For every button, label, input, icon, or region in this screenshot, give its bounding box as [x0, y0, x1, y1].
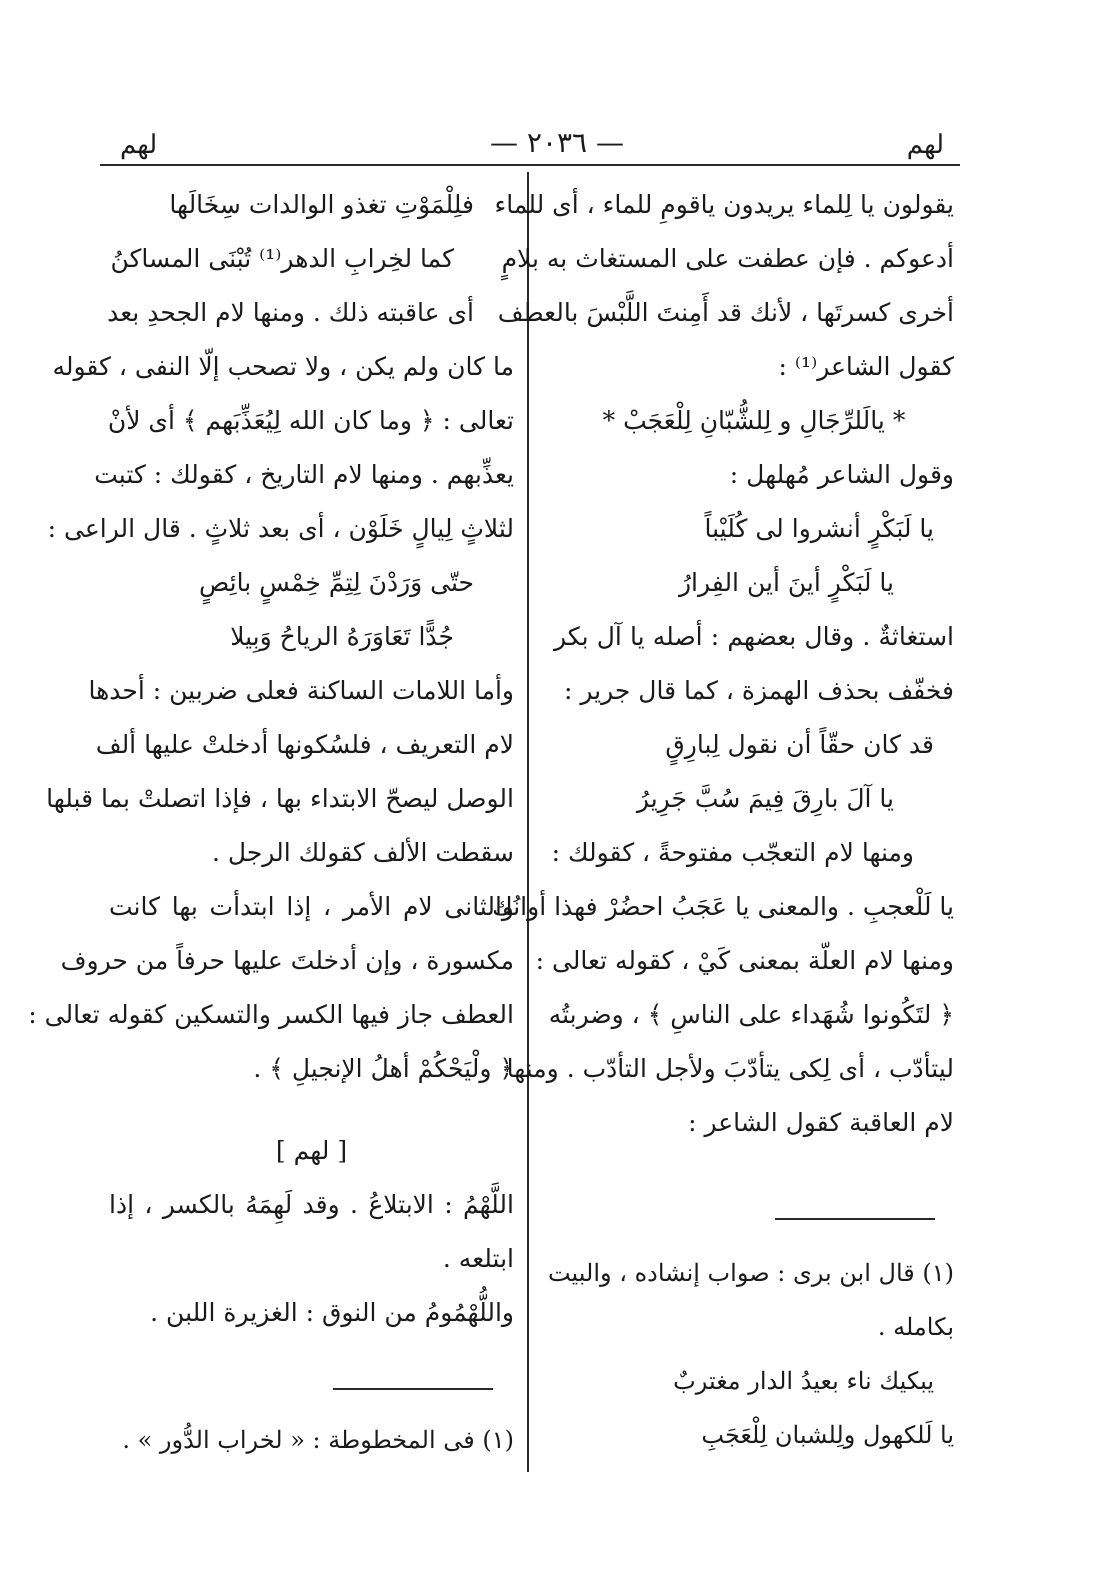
text-line: الوصل ليصحّ الابتداء بها ، فإذا اتصلتْ بما قبلها: [46, 784, 514, 813]
text-line: وأما اللامات الساكنة فعلى ضربين : أحدها: [88, 676, 514, 705]
entry-heading: [ لهم ]: [275, 1136, 348, 1165]
verse-line: حتّى وَرَدْنَ لِتِمِّ خِمْسٍ بائِصٍ: [199, 568, 474, 597]
footnote-rule-right: [775, 1218, 935, 1220]
text-line: وقول الشاعر مُهلهل :: [729, 460, 954, 489]
running-head-right: لهم: [906, 130, 944, 160]
footnote-left: [109, 1413, 514, 1467]
right-column: [476, 178, 954, 1150]
text-line: تعالى : ﴿ وما كان الله لِيُعَذِّبَهم ﴾ أى لأنْ: [107, 406, 514, 435]
text-line: استغاثةٌ . وقال بعضهم : أصله يا آل بكر: [554, 622, 954, 651]
verse-line: يا لَبَكْرٍ أنشروا لى كُلَيْباً: [704, 514, 934, 543]
text-line: فخفّف بحذف الهمزة ، كما قال جرير :: [563, 676, 954, 705]
text-line: ما كان ولم يكن ، ولا تصحب إلّا النفى ، كقوله: [52, 352, 514, 381]
text-line: أدعوكم . فإن عطفت على المستغاث به بلامٍ: [501, 244, 954, 273]
verse-line: يا لَبَكْرٍ أينَ أين الفِرارُ: [678, 568, 894, 597]
left-column: [28, 178, 514, 1340]
text-line: ﴿ ولْيَحْكُمْ أهلُ الإنجيلِ ﴾ .: [253, 1054, 514, 1083]
verse-line: قد كان حقّاً أن نقول لِبارِقٍ: [665, 730, 934, 759]
verse-line: كما لخِرابِ الدهر⁽¹⁾ تُبْنَى المساكنُ: [110, 244, 454, 273]
text-line: يا لَلْعجبِ . والمعنى يا عَجَبُ احضُرْ فهذا أوانُك .: [476, 892, 954, 921]
text-line: ومنها لام التعجّب مفتوحةً ، كقولك :: [551, 838, 914, 867]
page-number: — ٢٠٣٦ —: [490, 126, 624, 159]
text-line: والثانى لام الأمر ، إذا ابتدأت بها كانت: [109, 892, 514, 921]
text-line: واللُّهْمُومُ من النوق : الغزيرة اللبن .: [150, 1298, 514, 1327]
text-line: لثلاثٍ لِيالٍ خَلَوْن ، أى بعد ثلاثٍ . قال الراعى :: [47, 514, 514, 543]
verse-line: يا آلَ بارِقَ فِيمَ سُبَّ جَرِيرُ: [636, 784, 894, 813]
text-line: ليتأدّب ، أى لِكى يتأدّبَ ولأجل التأدّب . ومنها: [506, 1054, 954, 1083]
text-line: العطف جاز فيها الكسر والتسكين كقوله تعالى :: [28, 1000, 514, 1029]
verse-line: جُدًّا تَعَاوَرَهُ الرياحُ وَبِيلا: [230, 622, 454, 651]
footnote-rule-left: [333, 1388, 493, 1390]
text-line: يعذِّبهم . ومنها لام التاريخ ، كقولك : كتبت: [94, 460, 514, 489]
text-line: ابتلعه .: [442, 1244, 514, 1273]
footnote-line: (١) قال ابن برى : صواب إنشاده ، والبيت: [547, 1259, 954, 1287]
footnote-line: بكامله .: [877, 1313, 954, 1341]
text-line: اللَّهْمُ : الابتلاعُ . وقد لَهِمَهُ بالكسر ، إذا: [109, 1190, 514, 1219]
text-line: ﴿ لتَكُونوا شُهَداء على الناسِ ﴾ ، وضربتُه: [548, 1000, 954, 1029]
verse-line: يبكيك ناء بعيدُ الدار مغتربٌ: [673, 1367, 934, 1395]
text-line: يقولون يا لِلماء يريدون ياقومِ للماء ، أى للماء: [494, 190, 954, 219]
verse-line: فلِلْمَوْتِ تغذو الوالدات سِخَالَها: [169, 190, 474, 219]
verse-line: * يالَلرِّجَالِ و لِلشُّبّانِ لِلْعَجَبْ *: [602, 406, 906, 435]
footnote-line: (١) فى المخطوطة : « لخراب الدُّور » .: [122, 1426, 514, 1454]
text-line: لام العاقبة كقول الشاعر :: [688, 1108, 954, 1137]
text-line: كقول الشاعر⁽¹⁾ :: [778, 352, 954, 381]
column-divider: [527, 172, 529, 1472]
text-line: أى عاقبته ذلك . ومنها لام الجحدِ بعد: [107, 298, 474, 327]
footnote-right: [547, 1246, 954, 1462]
text-line: لام التعريف ، فلسُكونها أدخلتْ عليها ألف: [95, 730, 514, 759]
header-rule: [100, 164, 960, 166]
running-head-left: لهم: [120, 130, 158, 160]
text-line: أخرى كسرتَها ، لأنك قد أَمِنتَ اللَّبْسَ بالعطف: [497, 298, 954, 327]
text-line: ومنها لام العلّة بمعنى كَيْ ، كقوله تعالى :: [535, 946, 954, 975]
verse-line: يا لَلكهول ولِلشبان لِلْعَجَبِ: [701, 1421, 954, 1449]
text-line: سقطت الألف كقولك الرجل .: [212, 838, 514, 867]
text-line: مكسورة ، وإن أدخلتَ عليها حرفاً من حروف: [60, 946, 514, 975]
